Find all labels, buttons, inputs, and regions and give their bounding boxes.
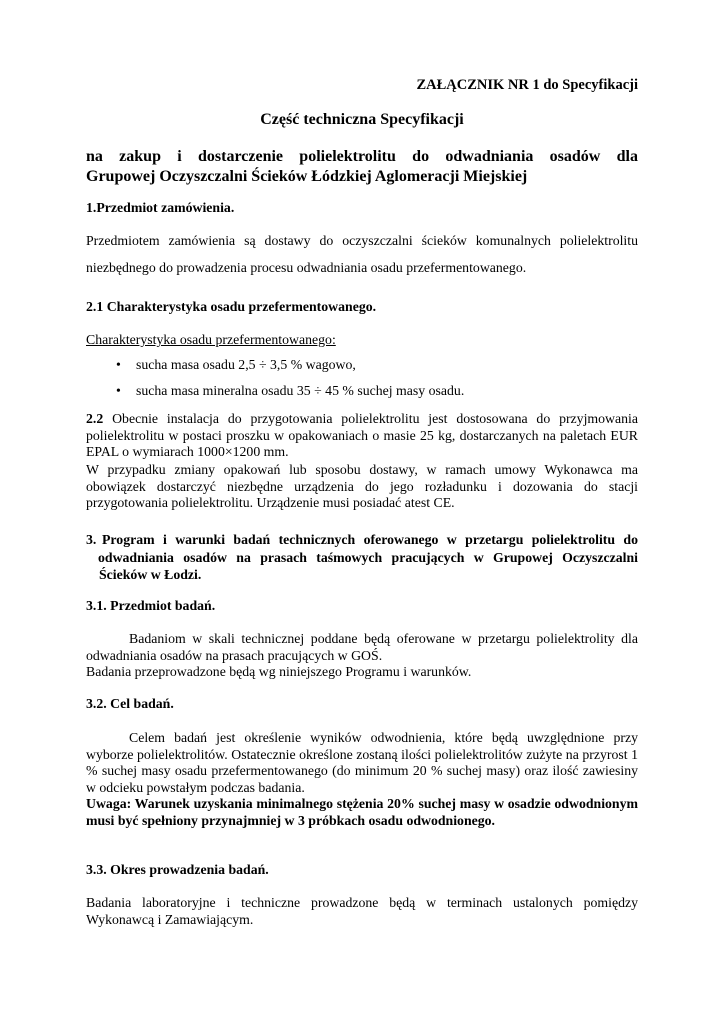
subject-line-1: na zakup i dostarczenie polielektrolitu do odwadniania osadów dla bbox=[86, 148, 638, 165]
list-item bbox=[86, 357, 638, 383]
section-1-heading: 1.Przedmiot zamówienia. bbox=[86, 200, 235, 215]
bullet-icon: • bbox=[116, 357, 121, 372]
list-item bbox=[86, 383, 638, 409]
section-2-2-paragraph-2: W przypadku zmiany opakowań lub sposobu dostawy, w ramach umowy Wykonawca ma obowiązek dostarczyć niezbędne urządzenia do jego rozładunku i dozowania do stacji przygotowania polielektrolitu. Urządzenie musi posiadać atest CE. bbox=[86, 462, 638, 510]
bullet-icon: • bbox=[116, 383, 121, 398]
section-3-2-warning: Uwaga: Warunek uzyskania minimalnego stężenia 20% suchej masy w osadzie odwodnionym musi być spełniony przynajmniej w 3 próbkach osadu odwodnionego. bbox=[86, 796, 638, 828]
section-2-1-heading: 2.1 Charakterystyka osadu przefermentowanego. bbox=[86, 299, 377, 314]
section-3-number: 3. bbox=[86, 532, 97, 547]
list-item-text: sucha masa osadu 2,5 ÷ 3,5 % wagowo, bbox=[136, 357, 356, 372]
section-2-1-subheading: Charakterystyka osadu przefermentowanego: bbox=[86, 332, 336, 347]
section-2-2-number: 2.2 bbox=[86, 411, 104, 426]
subject-line-2: Grupowej Oczyszczalni Ścieków Łódzkiej Aglomeracji Miejskiej bbox=[86, 168, 528, 185]
section-3-heading-line-2: odwadniania osadów na prasach taśmowych pracujących w Grupowej Oczyszczalni bbox=[98, 549, 638, 565]
section-2-2-text: Obecnie instalacja do przygotowania polielektrolitu jest dostosowana do przyjmowania polielektrolitu w postaci proszku w opakowaniach o masie 25 kg, dostarczanych na paletach EUR EPAL o wymiarach 1000×1200 mm. bbox=[86, 411, 638, 459]
section-2-2-paragraph bbox=[86, 411, 638, 461]
section-3-heading bbox=[86, 531, 638, 584]
section-1-text bbox=[86, 227, 638, 281]
document-page bbox=[86, 0, 638, 1024]
section-3-heading-line-1: Program i warunki badań technicznych oferowanego w przetargu polielektrolitu do bbox=[102, 532, 638, 547]
section-3-1-text-2: Badania przeprowadzone będą wg niniejszego Programu i warunków. bbox=[86, 664, 472, 679]
document-title: Część techniczna Specyfikacji bbox=[260, 111, 464, 128]
section-3-3-text: Badania laboratoryjne i techniczne prowadzone będą w terminach ustalonych pomiędzy Wykonawcą i Zamawiającym. bbox=[86, 895, 638, 927]
sludge-characteristics-list bbox=[86, 357, 638, 409]
document-subject bbox=[86, 147, 638, 187]
section-3-2-heading: 3.2. Cel badań. bbox=[86, 696, 174, 711]
section-3-1-text: Badaniom w skali technicznej poddane będą oferowane w przetargu polielektrolity dla odwadniania osadów na prasach pracujących w GOŚ. bbox=[86, 631, 638, 663]
section-1-text-line-2: niezbędnego do prowadzenia procesu odwadniania osadu przefermentowanego. bbox=[86, 260, 527, 275]
section-1-text-line-1: Przedmiotem zamówienia są dostawy do oczyszczalni ścieków komunalnych polielektrolitu bbox=[86, 233, 638, 248]
annex-label: ZAŁĄCZNIK NR 1 do Specyfikacji bbox=[416, 77, 638, 93]
section-3-3-heading: 3.3. Okres prowadzenia badań. bbox=[86, 862, 269, 877]
section-3-heading-line-3: Ścieków w Łodzi. bbox=[99, 567, 202, 582]
section-3-1-heading: 3.1. Przedmiot badań. bbox=[86, 598, 216, 613]
list-item-text: sucha masa mineralna osadu 35 ÷ 45 % suchej masy osadu. bbox=[136, 383, 465, 398]
section-3-2-text: Celem badań jest określenie wyników odwodnienia, które będą uwzględnione przy wyborze polielektrolitów. Ostatecznie określone zostaną ilości polielektrolitów zużyte na przyrost 1 % suchej masy osadu przefermentowanego (do minimum 20 % suchej masy) oraz ilość zawiesiny w odcieku powstałym podczas badania. bbox=[86, 730, 638, 795]
